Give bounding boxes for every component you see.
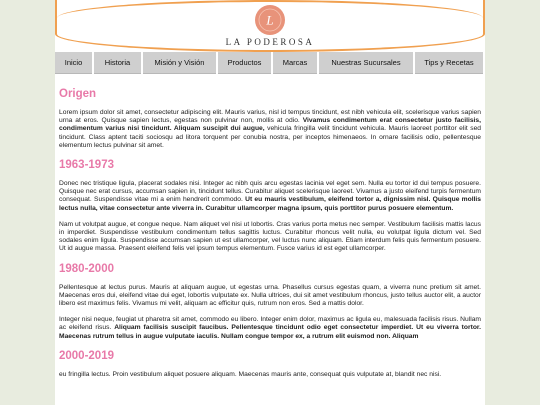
- section-2000-2019: [59, 349, 481, 379]
- section-title: 2000-2019: [59, 349, 114, 362]
- section-title: Origen: [59, 88, 97, 100]
- paragraph: eu fringilla lectus. Proin vestibulum aliquet posuere aliquam. Maecenas mauris ante, consequat quis vulputate at, blandit nec nisi.: [59, 370, 442, 378]
- section-1980-2000: [59, 262, 481, 341]
- paragraph: [59, 316, 481, 341]
- section-title: 1980-2000: [59, 262, 114, 275]
- text-run: Donec nec tristique ligula, placerat sodales nisi. Integer ac nibh quis arcu egestas lacinia vel eget sem. Nulla eu tortor id dui tempus posuere. Quisque nec erat cursus, accumsan sapien in, tincidunt tellus. Curabitur aliquet scelerisque laoreet. Vivamus a justo eleifend turpis fermentum consequat. Suspendisse vitae mi a enim hendrerit commodo.: [59, 180, 481, 204]
- nav-item-productos[interactable]: Productos: [218, 52, 271, 74]
- logo-letter: L: [266, 12, 274, 28]
- nav-item-historia[interactable]: Historia: [94, 52, 141, 74]
- section-1963-1973: [59, 158, 481, 254]
- bold-text: Aliquam facilisis suscipit faucibus. Pellentesque tincidunt odio eget consectetur imperdiet. Ut eu viverra tortor. Maecenas rutrum tellus in augue vulputate iaculis. Nullam congue tempor ex, a rutrum elit euismod non. Aliquam: [59, 324, 481, 340]
- nav-item-marcas[interactable]: Marcas: [273, 52, 317, 74]
- nav-item-inicio[interactable]: Inicio: [55, 52, 92, 74]
- text-run: Integer nisi neque, feugiat ut pharetra sit amet, commodo eu libero. Integer enim dolor, maximus ac ligula eu, malesuada facilisis risus. Nullam ac eleifend risus.: [59, 316, 481, 332]
- bold-text: Vivamus condimentum erat consectetur justo facilisis, condimentum varius nisi tincidunt. Aliquam suscipit dui augue,: [59, 117, 481, 133]
- nav-item-sucursales[interactable]: Nuestras Sucursales: [319, 52, 413, 74]
- paragraph: Nam ut volutpat augue, et congue neque. Nam aliquet vel nisi ut lobortis. Cras varius porta metus nec semper. Vestibulum facilisis mattis lacus in imperdiet. Suspendisse vestibulum condimentum tellus sagittis luctus. Curabitur rhoncus velit nulla, eu volutpat ligula dictum vel. Sed sodales enim ligula. Suspendisse accumsan sapien ut est ullamcorper, vel luctus nunc aliquam. Etiam interdum felis quis fermentum posuere. Ut id augue massa. Praesent eleifend felis vel ipsum tempus elementum. Fusce varius id est eget ullamcorper.: [59, 220, 481, 253]
- section-title: 1963-1973: [59, 159, 114, 172]
- site-title: LA PODEROSA: [225, 37, 315, 47]
- main-nav: [55, 52, 485, 74]
- paragraph: [59, 180, 481, 213]
- text-run: Lorem ipsum dolor sit amet, consectetur adipiscing elit. Mauris varius, nisl id tempus tincidunt, est nibh vehicula elit, scelerisque varius sapien urna at eros. Quisque sapien lectus, egestas non pulvinar non, mollis at odio.: [59, 109, 481, 125]
- text-run: vehicula fringilla velit tincidunt vehicula. Mauris laoreet porttitor elit sed tincidunt. Class aptent taciti sociosqu ad litora torquent per conubia nostra, per inceptos himenaeos. In ornare facilisis odio, pellentesque elementum lectus pulvinar sit amet.: [59, 125, 482, 149]
- bold-text: Ut eu mauris vestibulum, eleifend tortor a, dignissim nisl. Quisque mollis lectus nulla, vitae consectetur ante viverra in. Curabitur ullamcorper magna ipsum, quis porttitor purus posuere elementum.: [59, 196, 481, 212]
- paragraph: [59, 109, 481, 150]
- section-origen: [59, 87, 481, 150]
- logo-emblem-icon: [255, 5, 285, 35]
- paragraph: Pellentesque at lectus purus. Mauris at aliquam augue, ut egestas urna. Phasellus cursus egestas quam, a viverra nunc pretium sit amet. Maecenas eros dui, eleifend vitae dui eget, lobortis vulputate ex. Nulla ultrices, dui sit amet vestibulum rhoncus, justo tellus auctor elit, a auctor libero est maximus felis. Vivamus mi velit, aliquam ac efficitur quis, rutrum non eros. Sed a mattis dolor.: [59, 283, 481, 308]
- logo-icon[interactable]: [255, 5, 285, 35]
- nav-item-tips-recetas[interactable]: Tips y Recetas: [415, 52, 483, 74]
- main-content: [59, 80, 481, 379]
- nav-item-mision-vision[interactable]: Misión y Visión: [143, 52, 216, 74]
